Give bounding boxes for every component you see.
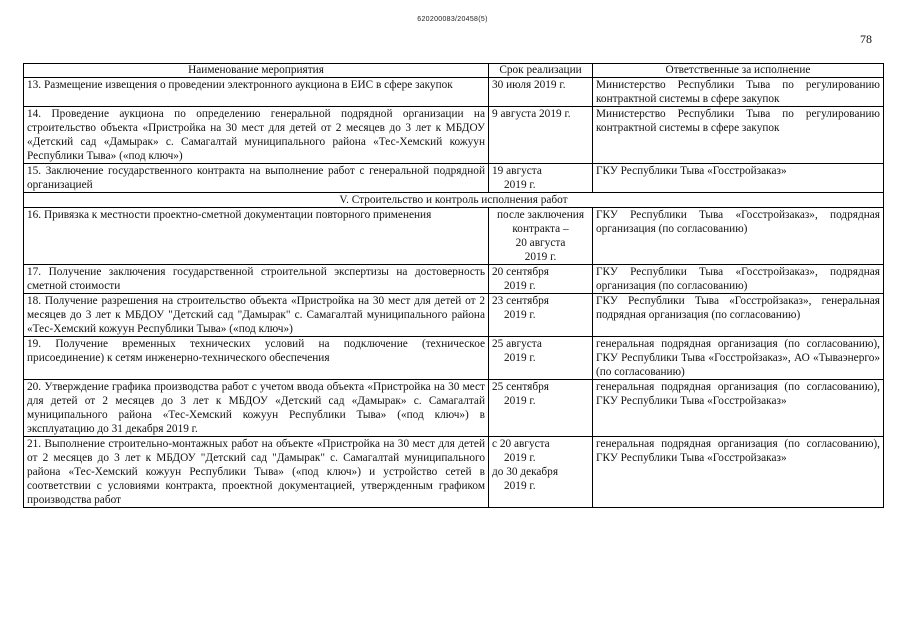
table-row [24, 265, 884, 294]
term-line: 20 сентября [492, 266, 549, 278]
term-line: 2019 г. [504, 395, 536, 407]
term-line: 9 августа 2019 г. [492, 108, 571, 120]
table-row [24, 164, 884, 193]
column-header-responsible: Ответственные за исполнение [593, 64, 884, 78]
activity-responsible: Министерство Республики Тыва по регулированию контрактной системы в сфере закупок [593, 78, 884, 107]
activity-name: 15. Заключение государственного контракта на выполнение работ с генеральной подрядной организацией [24, 164, 489, 193]
column-header-term: Срок реализации [489, 64, 593, 78]
activity-term [489, 208, 593, 265]
activity-responsible: ГКУ Республики Тыва «Госстройзаказ» [593, 164, 884, 193]
activity-responsible: ГКУ Республики Тыва «Госстройзаказ», генеральная подрядная организация (по согласованию) [593, 294, 884, 337]
activity-term [489, 265, 593, 294]
activity-responsible: генеральная подрядная организация (по согласованию), ГКУ Республики Тыва «Госстройзаказ», АО «Тываэнерго» (по согласованию) [593, 337, 884, 380]
activity-name: 17. Получение заключения государственной строительной экспертизы на достоверность сметной стоимости [24, 265, 489, 294]
activity-responsible: Министерство Республики Тыва по регулированию контрактной системы в сфере закупок [593, 107, 884, 164]
activity-term [489, 78, 593, 107]
activity-name: 16. Привязка к местности проектно-сметной документации повторного применения [24, 208, 489, 265]
activity-responsible: ГКУ Республики Тыва «Госстройзаказ», подрядная организация (по согласованию) [593, 265, 884, 294]
activities-table [23, 63, 884, 508]
activity-term [489, 164, 593, 193]
term-line: 2019 г. [504, 179, 536, 191]
document-id: 620200083/20458(5) [417, 16, 488, 23]
page-number: 78 [860, 32, 872, 46]
section-title: V. Строительство и контроль исполнения работ [24, 193, 884, 208]
activity-name: 13. Размещение извещения о проведении электронного аукциона в ЕИС в сфере закупок [24, 78, 489, 107]
term-line: 25 августа [492, 338, 542, 350]
term-line: после заключения контракта – [496, 209, 585, 235]
section-row [24, 193, 884, 208]
table-row [24, 78, 884, 107]
table-row [24, 437, 884, 508]
column-header-name: Наименование мероприятия [24, 64, 489, 78]
term-line: 2019 г. [504, 480, 536, 492]
activity-term [489, 337, 593, 380]
term-line: 25 сентября [492, 381, 549, 393]
activity-name: 21. Выполнение строительно-монтажных работ на объекте «Пристройка на 30 мест для детей от 2 месяцев до 3 лет к МБДОУ "Детский сад "Дамырак" с. Самагалтай муниципального района «Тес-Хемский кожуун Республики Тыва» («под ключ») и устройство сетей в соответствии с условиями контракта, проектной документацией, утвержденным графиком производства работ [24, 437, 489, 508]
activity-name: 20. Утверждение графика производства работ с учетом ввода объекта «Пристройка на 30 мест для детей от 2 месяцев до 3 лет к МБДОУ «Детский сад «Дамырак» с. Самагалтай муниципального района «Тес-Хемский кожуун Республики Тыва» («под ключ») в эксплуатацию до 31 декабря 2019 г. [24, 380, 489, 437]
term-line: 2019 г. [504, 280, 536, 292]
activity-responsible: ГКУ Республики Тыва «Госстройзаказ», подрядная организация (по согласованию) [593, 208, 884, 265]
term-line: 2019 г. [504, 309, 536, 321]
table-row [24, 107, 884, 164]
table-row [24, 380, 884, 437]
term-line: 2019 г. [504, 352, 536, 364]
term-line: 30 июля 2019 г. [492, 79, 566, 91]
term-line: 23 сентября [492, 295, 549, 307]
term-line: 2019 г. [524, 251, 557, 263]
activity-term [489, 380, 593, 437]
activity-name: 19. Получение временных технических условий на подключение (техническое присоединение) к сетям инженерно-технического обеспечения [24, 337, 489, 380]
activity-term [489, 107, 593, 164]
activity-responsible: генеральная подрядная организация (по согласованию), ГКУ Республики Тыва «Госстройзаказ» [593, 437, 884, 508]
activity-responsible: генеральная подрядная организация (по согласованию), ГКУ Республики Тыва «Госстройзаказ» [593, 380, 884, 437]
table-row [24, 294, 884, 337]
table-row [24, 337, 884, 380]
term-line: 2019 г. [504, 452, 536, 464]
table-row [24, 208, 884, 265]
activity-term [489, 294, 593, 337]
term-line: с 20 августа [492, 438, 550, 450]
term-line: до 30 декабря [492, 466, 559, 478]
activity-term [489, 437, 593, 508]
term-line: 20 августа [515, 237, 566, 249]
term-line: 19 августа [492, 165, 542, 177]
activity-name: 18. Получение разрешения на строительство объекта «Пристройка на 30 мест для детей от 2 месяцев до 3 лет к МБДОУ "Детский сад "Дамырак" с. Самагалтай муниципального района «Тес-Хемский кожуун Республики Тыва» («под ключ») [24, 294, 489, 337]
activity-name: 14. Проведение аукциона по определению генеральной подрядной организации на строительство объекта «Пристройка на 30 мест для детей от 2 месяцев до 3 лет к МБДОУ «Детский сад «Дамырак» с. Самагалтай муниципального района «Тес-Хемский кожуун Республики Тыва» («под ключ») [24, 107, 489, 164]
table-header-row [24, 64, 884, 78]
